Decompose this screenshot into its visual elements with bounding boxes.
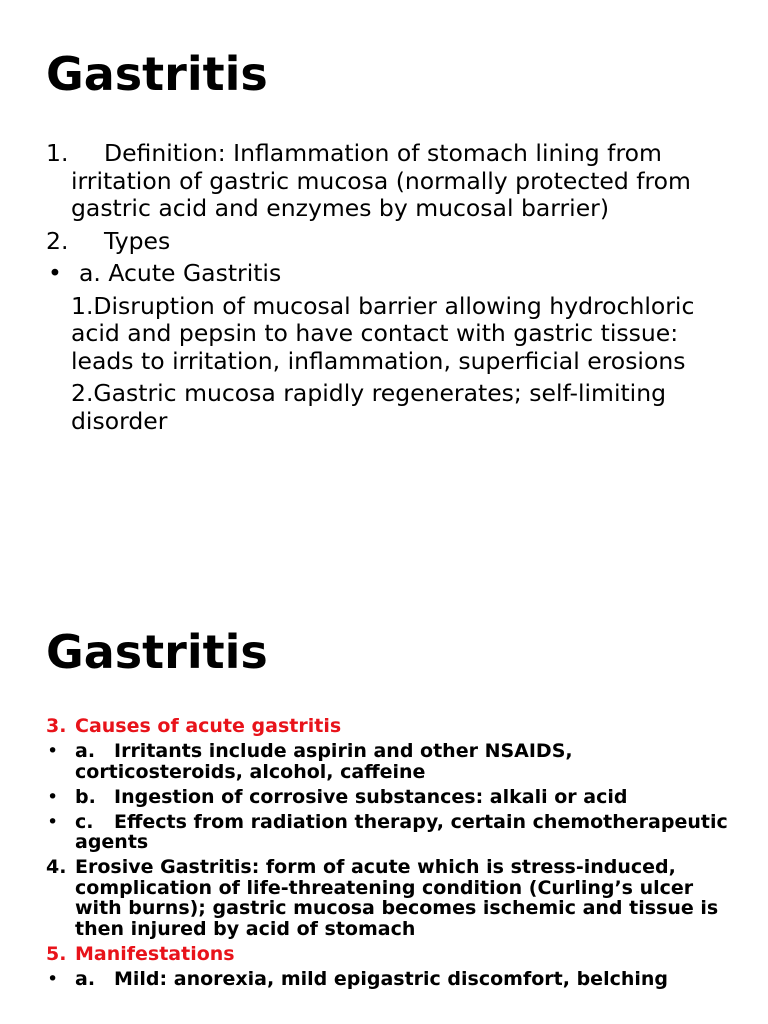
list-number: 3. bbox=[46, 715, 67, 737]
list-letter: c. bbox=[75, 810, 94, 833]
list-item-text: a. Acute Gastritis bbox=[79, 259, 282, 287]
slide-title: Gastritis bbox=[46, 47, 268, 101]
list-item bbox=[46, 228, 746, 256]
list-item bbox=[46, 260, 746, 288]
bullet-icon: • bbox=[47, 740, 59, 762]
bullet-icon: • bbox=[47, 967, 59, 990]
list-number: 1. bbox=[46, 139, 69, 167]
list-letter: a. bbox=[75, 740, 96, 762]
list-letter: a. bbox=[75, 967, 96, 990]
bullet-icon: • bbox=[47, 810, 59, 833]
slide-1-list bbox=[46, 140, 746, 440]
bullet-icon: • bbox=[47, 785, 59, 808]
list-number: 2. bbox=[46, 226, 69, 255]
list-item-heading bbox=[46, 716, 746, 737]
list-item bbox=[46, 969, 746, 990]
list-item-heading bbox=[46, 944, 746, 965]
list-item-text: Types bbox=[104, 226, 171, 255]
list-item-text: Irritants include aspirin and other NSAIDS, corticosteroids, alcohol, caffeine bbox=[75, 740, 573, 783]
list-item-text: Mild: anorexia, mild epigastric discomfort, belching bbox=[114, 967, 669, 990]
slide-2-list bbox=[46, 716, 746, 994]
list-item bbox=[46, 293, 746, 376]
list-item bbox=[46, 787, 746, 808]
list-item-text: Ingestion of corrosive substances: alkali or acid bbox=[114, 785, 628, 808]
list-item-text: Definition: Inflammation of stomach lining from irritation of gastric mucosa (normally protected from gastric acid and enzymes by mucosal barrier) bbox=[71, 139, 691, 222]
list-item-text: Erosive Gastritis: form of acute which is stress-induced, complication of life-threatening condition (Curling’s ulcer with burns); gastric mucosa becomes ischemic and tissue is then injured by acid of stomach bbox=[75, 856, 719, 940]
list-item-text: Effects from radiation therapy, certain chemotherapeutic agents bbox=[75, 810, 728, 853]
list-item bbox=[46, 140, 746, 223]
slide-2 bbox=[0, 576, 768, 1024]
bullet-icon: • bbox=[48, 259, 62, 287]
list-item bbox=[46, 857, 746, 939]
list-item bbox=[46, 812, 746, 853]
list-item-text: Manifestations bbox=[75, 942, 235, 965]
list-number: 5. bbox=[46, 942, 67, 965]
list-item-text: 2.Gastric mucosa rapidly regenerates; self-limiting disorder bbox=[71, 379, 667, 435]
slide-title: Gastritis bbox=[46, 625, 268, 679]
list-item-text: Causes of acute gastritis bbox=[75, 715, 342, 737]
list-item bbox=[46, 741, 746, 782]
list-item-text: 1.Disruption of mucosal barrier allowing hydrochloric acid and pepsin to have contact with gastric tissue: leads to irritation, inflammation, superficial erosions bbox=[71, 291, 695, 375]
list-item bbox=[46, 380, 746, 435]
list-number: 4. bbox=[46, 856, 67, 878]
list-letter: b. bbox=[75, 785, 96, 808]
